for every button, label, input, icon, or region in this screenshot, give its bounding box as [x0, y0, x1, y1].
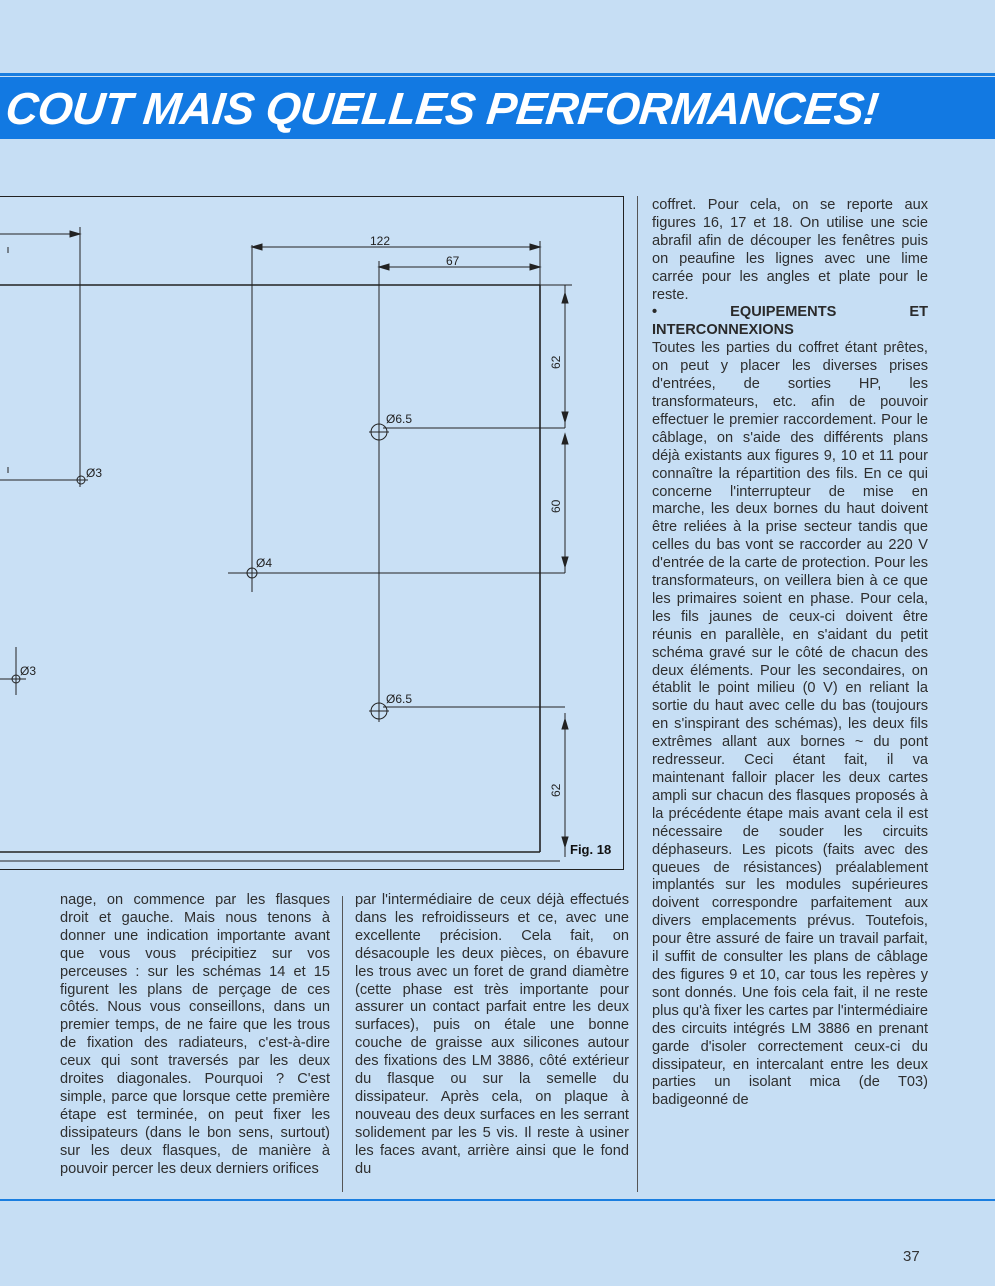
- column-1-text: nage, on commence par les flasques droit et gauche. Mais nous tenons à donner une indication importante avant que vous vous précipitiez sur vos perceuses : sur les schémas 14 et 15 figurent les plans de perçage de ces côtés. Nous vous conseillons, dans un premier temps, de ne faire que les trous de fixation des radiateurs, c'est-à-dire ceux qui sont traversés par les deux droites diagonales. Pourquoi ? C'est simple, parce que lorsque cette première étape est terminée, on peut fixer les dissipateurs (dans le bon sens, surtout) sur les deux flasques, de manière à pouvoir percer les deux derniers orifices: [60, 892, 330, 1177]
- column-2-text: par l'intermédiaire de ceux déjà effectués dans les refroidisseurs et ce, avec une excellente précision. Cela fait, on désacouple les deux pièces, on ébavure les trous avec un foret de grand diamètre (cette phase est très importante pour assurer un contact parfait entre les deux surfaces), puis on étale une bonne couche de graisse aux silicones autour des fixations des LM 3886, côté extérieur du flasque ou sur la semelle du dissipateur. Après cela, on plaque à nouveau des deux surfaces en les serrant solidement par les 5 vis. Il reste à usiner les faces avant, arrière ainsi que le fond du: [355, 892, 629, 1177]
- column-divider-left: [342, 896, 343, 1192]
- title-banner: [0, 77, 995, 139]
- hole-6-5-bottom-label: Ø6.5: [386, 692, 413, 706]
- figure-label: Fig. 18: [570, 842, 612, 857]
- column-3-body: Toutes les parties du coffret étant prêtes, on peut y placer les diverses prises d'entrées, de sorties HP, les transformateurs, etc. afin de pouvoir effectuer le premier raccordement. Pour le câblage, on s'aide des différents plans déjà existants aux figures 9, 10 et 11 pour connaître la répartition des fils. En ce qui concerne l'interrupteur de mise en marche, les deux bornes du haut doivent être reliées à la prise secteur tandis que celles du bas vont se raccorder au 220 V d'entrée de la carte de protection. Pour les transformateurs, on veillera bien à ce que les primaires soient en phase. Pour cela, les fils jaunes de ceux-ci doivent être réunis en parallèle, en s'aidant du petit schéma gravé sur le côté de chacun des deux éléments. Pour les secondaires, on établit le point milieu (0 V) en reliant la sortie du haut avec celle du bas (toujours en s'inspirant des schémas), les deux fils extrêmes allant aux bornes ~ du pont redresseur. Ceci étant fait, il va maintenant falloir placer les deux cartes ampli sur chacun des flasques proposés à la précédente étape mais avant cela il est nécessaire de souder les circuits déphaseurs. Les picots (faits avec des queues de résistances) préalablement implantés sur les modules supérieures doivent correspondre parfaitement aux divers emplacements prévus. Toutefois, pour être assuré de faire un travail parfait, il suffit de consulter les plans de câblage des figures 9 et 10, car tous les repères y sont donnés. Une fois cela fait, il ne reste plus qu'à fixer les cartes par l'intermédiaire des circuits intégrés LM 3886 en prenant garde d'isoler correctement ceux-ci du dissipateur, en intercalant entre les deux parties un isolant mica (de T03) badigeonné de: [652, 340, 928, 1109]
- drilling-plan-figure: [0, 196, 624, 870]
- column-3-intro: coffret. Pour cela, on se reporte aux figures 16, 17 et 18. On utilise une scie abrafil afin de découper les fenêtres puis on peaufine les lignes avec une lime carrée pour les angles et plate pour le reste.: [652, 197, 928, 303]
- page-number: 37: [903, 1248, 920, 1265]
- page-title: COUT MAIS QUELLES PERFORMANCES!: [3, 83, 881, 134]
- dim-60-label: 60: [549, 499, 563, 513]
- column-divider-right: [637, 196, 638, 1192]
- text-column-1: [60, 892, 330, 1179]
- footer-rule: [0, 1199, 995, 1201]
- hole-4-label: Ø4: [256, 556, 273, 570]
- drilling-plan-drawing: [0, 197, 624, 871]
- hole-3-upper-label: Ø3: [86, 466, 103, 480]
- hole-6-5-top-label: Ø6.5: [386, 412, 413, 426]
- dim-62-top-label: 62: [549, 355, 563, 369]
- dim-122-label: 122: [370, 234, 391, 248]
- text-column-3: [652, 197, 928, 1110]
- header-rule: [0, 73, 995, 76]
- section-heading: • EQUIPEMENTS ET INTERCONNEXIONS: [652, 304, 928, 339]
- dim-67-label: 67: [446, 254, 460, 268]
- text-column-2: [355, 892, 629, 1179]
- hole-3-lower-label: Ø3: [20, 664, 37, 678]
- dim-62-bottom-label: 62: [549, 783, 563, 797]
